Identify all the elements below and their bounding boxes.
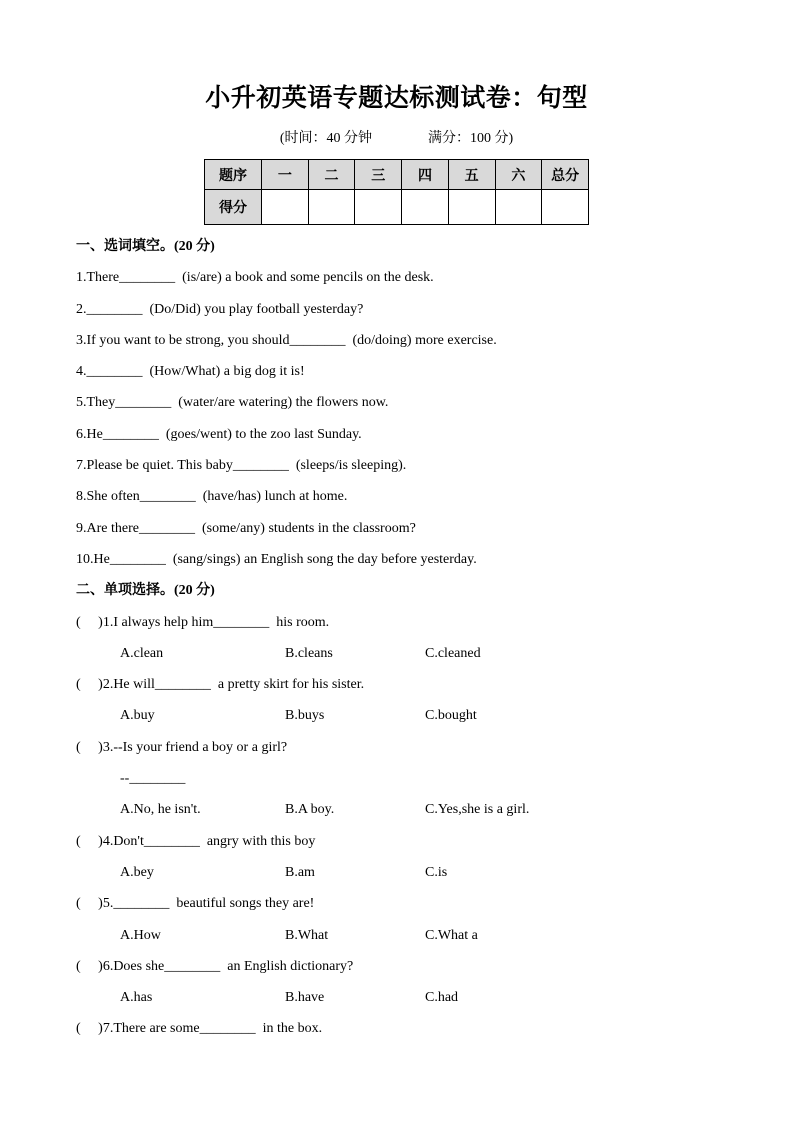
question-line: 8.She often________ (have/has) lunch at home. [76,489,348,505]
question-line: 10.He________ (sang/sings) an English song the day before yesterday. [76,551,477,567]
score-table-header-cell: 二 [308,160,355,190]
option: A.How [120,927,161,943]
option: C.What a [425,927,478,943]
score-row-label: 得分 [205,190,262,225]
option: A.buy [120,708,155,724]
mc-question: ( )6.Does she________ an English dictionary? [76,958,354,974]
option: B.am [285,864,315,880]
option: C.cleaned [425,645,481,661]
option: B.have [285,990,325,1006]
question-line: 4.________ (How/What) a big dog it is! [76,364,305,380]
page-subtitle: (时间：40 分钟 满分：100 分) [279,131,514,146]
score-table-header-cell: 六 [495,160,542,190]
option-row [76,982,753,1013]
page-title: 小升初英语专题达标测试卷：句型 [205,85,588,112]
option: A.clean [120,645,164,661]
option: C.bought [425,708,477,724]
option: B.buys [285,708,325,724]
question-line: 6.He________ (goes/went) to the zoo last Sunday. [76,426,362,442]
score-table-header-cell: 题序 [205,160,262,190]
score-table-score-row [205,190,589,225]
score-table-header-cell: 总分 [542,160,589,190]
mc-question: ( )2.He will________ a pretty skirt for his sister. [76,677,365,693]
option: B.cleans [285,645,333,661]
option-row [76,857,753,888]
mc-question: ( )7.There are some________ in the box. [76,1021,323,1037]
score-cell [448,190,495,225]
score-table-header-row [205,160,589,190]
mc-question: ( )4.Don't________ angry with this boy [76,833,316,849]
score-cell [402,190,449,225]
option: A.has [120,990,153,1006]
mc-question: ( )5.________ beautiful songs they are! [76,896,315,912]
option-row [76,700,753,731]
question-line: 9.Are there________ (some/any) students in the classroom? [76,520,416,536]
mc-question: ( )1.I always help him________ his room. [76,614,330,630]
score-table-header-cell: 五 [448,160,495,190]
option: A.No, he isn't. [120,802,201,818]
option: C.is [425,864,448,880]
score-table-header-cell: 三 [355,160,402,190]
option: A.bey [120,864,154,880]
score-cell [542,190,589,225]
score-cell [495,190,542,225]
question-line: 3.If you want to be strong, you should________ (do/doing) more exercise. [76,332,497,348]
score-table-header-cell: 一 [262,160,309,190]
question-line: 1.There________ (is/are) a book and some pencils on the desk. [76,270,434,286]
score-cell [308,190,355,225]
mc-question-answer-line: --________ [120,771,186,787]
score-cell [262,190,309,225]
score-table-header-cell: 四 [402,160,449,190]
question-line: 5.They________ (water/are watering) the flowers now. [76,395,389,411]
score-cell [355,190,402,225]
mc-question: ( )3.--Is your friend a boy or a girl? [76,739,288,755]
score-table [204,159,589,225]
option-row [76,638,753,669]
option: B.What [285,927,329,943]
paper-body [76,231,753,1045]
section1-heading: 一、选词填空。(20 分) [76,239,215,254]
option: C.had [425,990,459,1006]
section2-heading: 二、单项选择。(20 分) [76,583,215,599]
question-line: 2.________ (Do/Did) you play football yesterday? [76,301,364,317]
option: C.Yes,she is a girl. [425,802,530,818]
option: B.A boy. [285,802,335,818]
option-row [76,920,753,951]
question-line: 7.Please be quiet. This baby________ (sleeps/is sleeping). [76,458,407,474]
option-row [76,794,753,825]
